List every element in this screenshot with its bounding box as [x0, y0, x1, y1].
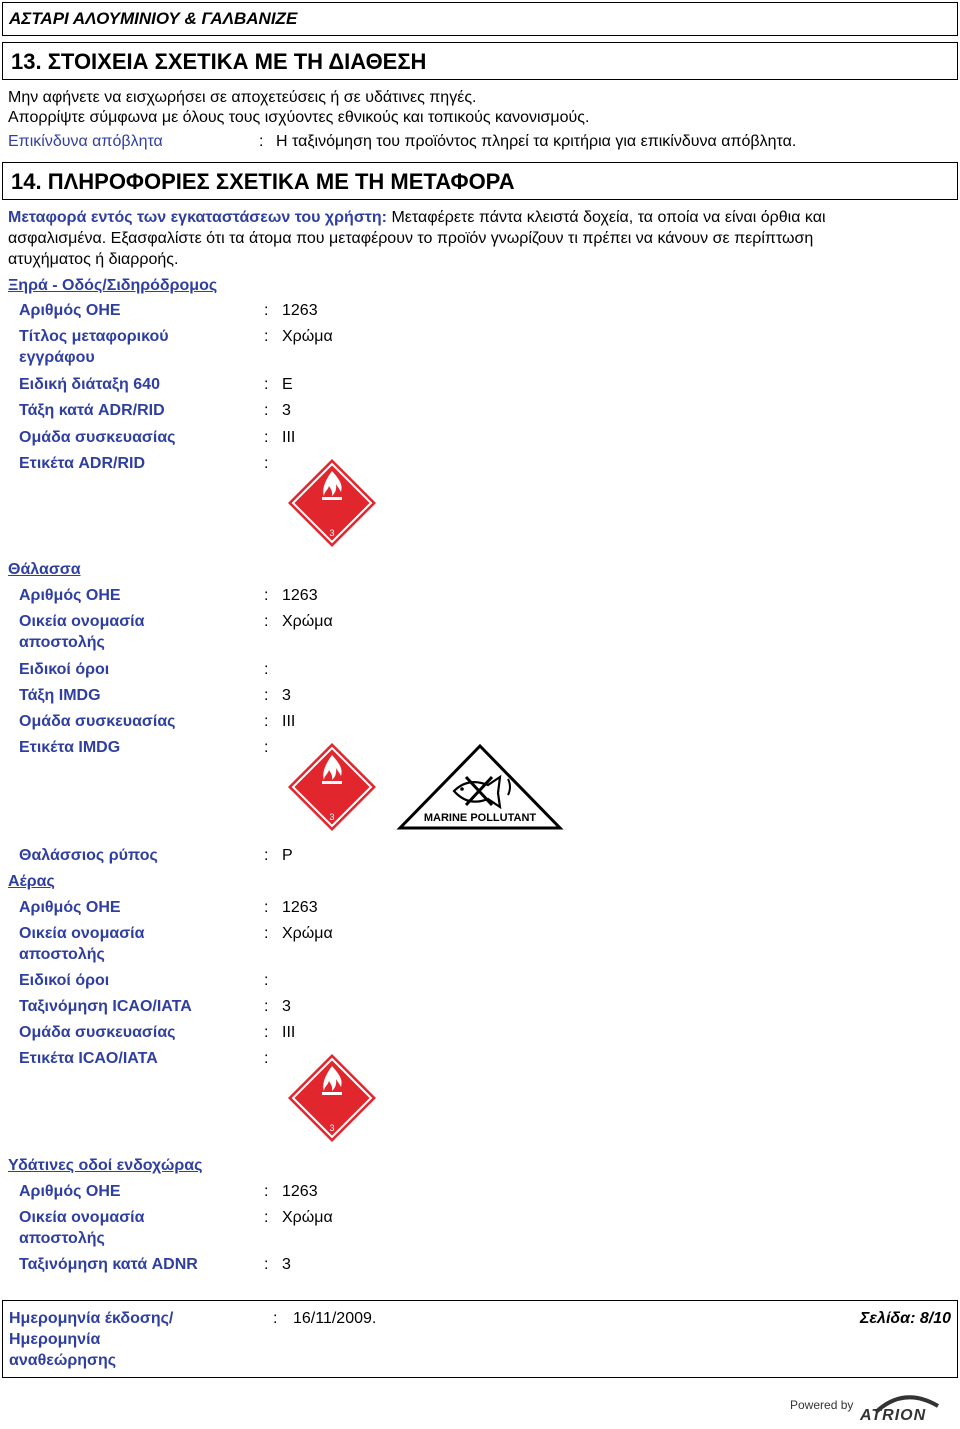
flammable-liquid-placard-icon [287, 1053, 377, 1148]
intro-text-3: ατυχήματος ή διαρροής. [8, 251, 179, 268]
air-name-colon: : [264, 925, 269, 942]
inland-name-value: Χρώμα [282, 1209, 333, 1226]
sea-name-label: Οικεία ονομασία αποστολής [19, 613, 145, 651]
atrion-logo [858, 1390, 950, 1424]
section-13-title: 13. ΣΤΟΙΧΕΙΑ ΣΧΕΤΙΚΑ ΜΕ ΤΗ ΔΙΑΘΕΣΗ [11, 49, 427, 74]
section-13-line-2: Απορρίψτε σύμφωνα με όλους τους ισχύοντες εθνικούς και τοπικούς κανονισμούς. [8, 109, 590, 126]
air-name-value: Χρώμα [282, 925, 333, 942]
product-title: ΑΣΤΑΡΙ ΑΛΟΥΜΙΝΙΟΥ & ΓΑΛΒΑΝΙΖΕ [9, 9, 298, 28]
sea-name-value: Χρώμα [282, 613, 333, 630]
footer-date-colon: : [273, 1310, 278, 1327]
road-pg-label: Ομάδα συσκευασίας [19, 429, 176, 446]
hazardous-waste-colon: : [259, 133, 264, 150]
road-heading: Ξηρά - Οδός/Σιδηρόδρομος [8, 277, 218, 294]
air-pg-label: Ομάδα συσκευασίας [19, 1024, 176, 1041]
air-pg-value: III [282, 1024, 296, 1041]
section-14-intro [8, 207, 952, 228]
sea-class-colon: : [264, 687, 269, 704]
intro-text-2: ασφαλισμένα. Εξασφαλίστε ότι τα άτομα που μεταφέρουν το προϊόν γνωρίζουν τι πρέπει να κάνουν σε περίπτωση [8, 230, 814, 247]
air-heading: Αέρας [8, 873, 55, 890]
sea-pg-value: III [282, 713, 296, 730]
air-special-label: Ειδικοί όροι [19, 972, 110, 989]
road-special-colon: : [264, 376, 269, 393]
section-13-line-1: Μην αφήνετε να εισχωρήσει σε αποχετεύσεις ή σε υδάτινες πηγές. [8, 89, 477, 106]
svg-text:3: 3 [329, 528, 335, 538]
sea-pg-colon: : [264, 713, 269, 730]
inland-class-value: 3 [282, 1256, 291, 1273]
road-class-value: 3 [282, 402, 291, 419]
inland-un-value: 1263 [282, 1183, 318, 1200]
inland-class-label: Ταξινόμηση κατά ADNR [19, 1256, 198, 1273]
road-un-value: 1263 [282, 302, 318, 319]
sea-pg-label: Ομάδα συσκευασίας [19, 713, 176, 730]
sea-name-colon: : [264, 613, 269, 630]
sea-un-label: Αριθμός ΟΗΕ [19, 587, 121, 604]
air-special-colon: : [264, 972, 269, 989]
road-class-label: Τάξη κατά ADR/RID [19, 402, 165, 419]
road-special-label: Ειδική διάταξη 640 [19, 376, 160, 393]
sea-special-label: Ειδικοί όροι [19, 661, 110, 678]
marine-pollutant-mark [396, 743, 564, 831]
flammable-liquid-placard-icon [287, 458, 377, 553]
sea-label-label: Ετικέτα IMDG [19, 739, 121, 756]
marine-pollutant-text: MARINE POLLUTANT [423, 812, 537, 824]
marine-pollutant-value: P [282, 847, 293, 864]
section-14-header [2, 162, 958, 200]
air-class-value: 3 [282, 998, 291, 1015]
section-13-header [2, 42, 958, 80]
inland-name-label: Οικεία ονομασία αποστολής [19, 1209, 145, 1247]
page-number: Σελίδα: 8/10 [859, 1310, 951, 1327]
page-footer [2, 1300, 958, 1378]
road-title-colon: : [264, 328, 269, 345]
inland-name-colon: : [264, 1209, 269, 1226]
sea-special-colon: : [264, 661, 269, 678]
road-title-value: Χρώμα [282, 328, 333, 345]
road-label-colon: : [264, 455, 269, 472]
road-class-colon: : [264, 402, 269, 419]
section-14-title: 14. ΠΛΗΡΟΦΟΡΙΕΣ ΣΧΕΤΙΚΑ ΜΕ ΤΗ ΜΕΤΑΦΟΡΑ [11, 169, 515, 194]
air-class-colon: : [264, 998, 269, 1015]
air-pg-colon: : [264, 1024, 269, 1041]
sea-un-colon: : [264, 587, 269, 604]
footer-date-value: 16/11/2009. [293, 1310, 377, 1327]
sea-label-colon: : [264, 739, 269, 756]
intro-label: Μεταφορά εντός των εγκαταστάσεων του χρήστη: [8, 209, 387, 226]
intro-text-1: Μεταφέρετε πάντα κλειστά δοχεία, τα οποία να είναι όρθια και [387, 209, 826, 226]
road-un-colon: : [264, 302, 269, 319]
road-label-label: Ετικέτα ADR/RID [19, 455, 146, 472]
road-title-label: Τίτλος μεταφορικού εγγράφου [19, 328, 169, 366]
air-name-label: Οικεία ονομασία αποστολής [19, 925, 145, 963]
sea-un-value: 1263 [282, 587, 318, 604]
hazardous-waste-label: Επικίνδυνα απόβλητα [8, 133, 163, 150]
road-un-label: Αριθμός ΟΗΕ [19, 302, 121, 319]
road-pg-colon: : [264, 429, 269, 446]
marine-pollutant-colon: : [264, 847, 269, 864]
sea-class-value: 3 [282, 687, 291, 704]
inland-un-label: Αριθμός ΟΗΕ [19, 1183, 121, 1200]
road-special-value: E [282, 376, 293, 393]
sea-heading: Θάλασσα [8, 561, 81, 578]
hazardous-waste-value: Η ταξινόμηση του προϊόντος πληρεί τα κριτήρια για επικίνδυνα απόβλητα. [276, 133, 797, 150]
document-header-bar [2, 2, 958, 36]
air-un-colon: : [264, 899, 269, 916]
marine-pollutant-label: Θαλάσσιος ρύπος [19, 847, 158, 864]
inland-heading: Υδάτινες οδοί ενδοχώρας [8, 1157, 203, 1174]
air-un-label: Αριθμός ΟΗΕ [19, 899, 121, 916]
air-class-label: Ταξινόμηση ICAO/IATA [19, 998, 192, 1015]
footer-date-label: Ημερομηνία έκδοσης/Ημερομηνία αναθεώρησης [9, 1310, 174, 1369]
air-label-colon: : [264, 1050, 269, 1067]
air-label-label: Ετικέτα ICAO/IATA [19, 1050, 158, 1067]
atrion-brand-text: ATRION [860, 1407, 927, 1424]
svg-text:3: 3 [329, 812, 335, 822]
powered-by-text: Powered by [790, 1398, 854, 1412]
air-un-value: 1263 [282, 899, 318, 916]
inland-class-colon: : [264, 1256, 269, 1273]
svg-text:3: 3 [329, 1123, 335, 1133]
road-pg-value: III [282, 429, 296, 446]
sea-class-label: Τάξη IMDG [19, 687, 101, 704]
flammable-liquid-placard-icon [287, 742, 377, 837]
inland-un-colon: : [264, 1183, 269, 1200]
